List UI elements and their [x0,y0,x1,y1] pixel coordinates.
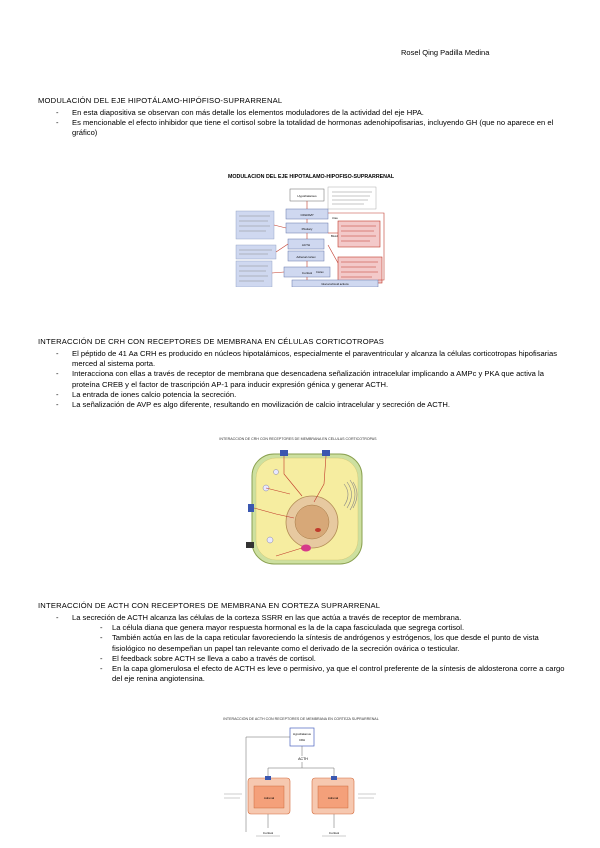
diagram-box [236,211,274,239]
label-crh: CRH [298,738,306,742]
section-crh [38,337,566,410]
diagram-box [236,261,272,287]
figure-title: INTERACCIÓN DE ACTH CON RECEPTORES DE MEMBRANA EN CORTEZA SUPRARRENAL [223,717,379,721]
label-hypothalamus: Hypothalamus [297,194,317,198]
label-cortex: Cortex [316,271,324,274]
list-item: - La secreción de ACTH alcanza las células de la corteza SSRR en las que actúa a través de receptor de membrana. [38,613,566,623]
list-item: - En la capa glomerulosa el efecto de ACTH es leve o permisivo, ya que el control preferente de la síntesis de aldosterona corre a cargo del eje renina angiotensina. [38,664,566,684]
section-heading: MODULACIÓN DEL EJE HIPOTÁLAMO-HIPÓFISO-SUPRARRENAL [38,96,283,105]
figure-crh-cell [206,437,390,567]
channel [246,542,254,548]
bullet-list [38,108,566,139]
list-item: - En esta diapositiva se observan con más detalle los elementos moduladores de la actividad del eje HPA. [38,108,566,118]
section-acth [38,601,566,684]
label-blood: Blood [331,235,338,238]
section-heading: INTERACCIÓN DE CRH CON RECEPTORES DE MEMBRANA EN CÉLULAS CORTICOTROPAS [38,337,385,346]
receptor [265,776,271,780]
protein-marker [315,528,321,532]
label-adrenal: Adrenal cortex [296,255,316,259]
label-acth: ACTH [301,243,311,247]
figure-hpa-modulation [228,174,395,286]
list-item: - La entrada de iones calcio potencia la secreción. [38,390,566,400]
section-heading: INTERACCIÓN DE ACTH CON RECEPTORES DE MEMBRANA EN CORTEZA SUPRARRENAL [38,601,381,610]
receptor [280,450,288,456]
label-acth: ACTH [298,757,308,761]
list-item: - La célula diana que genera mayor respuesta hormonal es la de la capa fasciculada que segrega cortisol. [38,623,566,633]
nucleolus [295,505,329,539]
list-item: - Interacciona con ellas a través de receptor de membrana que desencadena señalización intracelular implicando a AMPc y PKA que activa la proteína CREB y el factor de trascripción AP-1 para inducir expresión génica y generar ACTH. [38,369,566,389]
label-cortisol: Cortisol [262,831,274,835]
figure-acth-adrenal [208,717,394,841]
diagram-box [236,245,276,259]
label-adrenal: Adrenal [327,796,339,800]
diagram-box [338,257,382,283]
receptor [322,450,330,456]
list-item: - El péptido de 41 Aa CRH es producido en núcleos hipotalámicos, especialmente el paraventricular y alcanza la células corticotropas hipofisarias merced al sistema porta. [38,349,566,369]
list-item: - El feedback sobre ACTH se lleva a cabo a través de cortisol. [38,654,566,664]
receptor [248,504,254,512]
label-actions: Glucocorticoid actions [321,282,349,286]
crh-cell-diagram [206,444,390,566]
diagram-box [338,221,380,247]
hpa-diagram [228,183,388,287]
acth-diagram [208,724,394,840]
list-item: - También actúa en las de la capa reticular favoreciendo la síntesis de andrógenos y estrógenos, los que desde el punto de vista fisiológico no desempeñan un papel tan relevante como el derivado de la secreción ovárica o testicular. [38,633,566,653]
vesicle [274,470,279,475]
vesicle [267,537,273,543]
list-item: - Es mencionable el efecto inhibidor que tiene el cortisol sobre la totalidad de hormonas adenohipofisarias, incluyendo GH (que no aparece en el gráfico) [38,118,566,138]
diagram-box [290,728,314,746]
label-hypothalamus: Hypothalamus [293,732,311,736]
author-name: Rosel Qing Padilla Medina [401,48,490,57]
label-crh: CRH/AVP [300,213,314,217]
bullet-list [38,349,566,410]
list-item: - La señalización de AVP es algo diferente, resultando en movilización de calcio intracelular y secreción de ACTH. [38,400,566,410]
label-pituitary: Pituitary [301,227,313,231]
diagram-box [328,187,376,209]
section-modulacion [38,96,566,139]
receptor [331,776,337,780]
label-cortisol: Cortisol [301,271,313,275]
label-adrenal: Adrenal [263,796,275,800]
protein-marker [301,545,311,552]
label-urea: Urea [332,217,338,220]
figure-title: INTERACCIÓN DE CRH CON RECEPTORES DE MEMBRANA EN CÉLULAS CORTICOTROPAS [219,437,377,441]
bullet-list [38,613,566,684]
label-cortisol: Cortisol [328,831,340,835]
figure-title: MODULACION DEL EJE HIPOTALAMO-HIPOFISO-SUPRARRENAL [228,174,395,180]
